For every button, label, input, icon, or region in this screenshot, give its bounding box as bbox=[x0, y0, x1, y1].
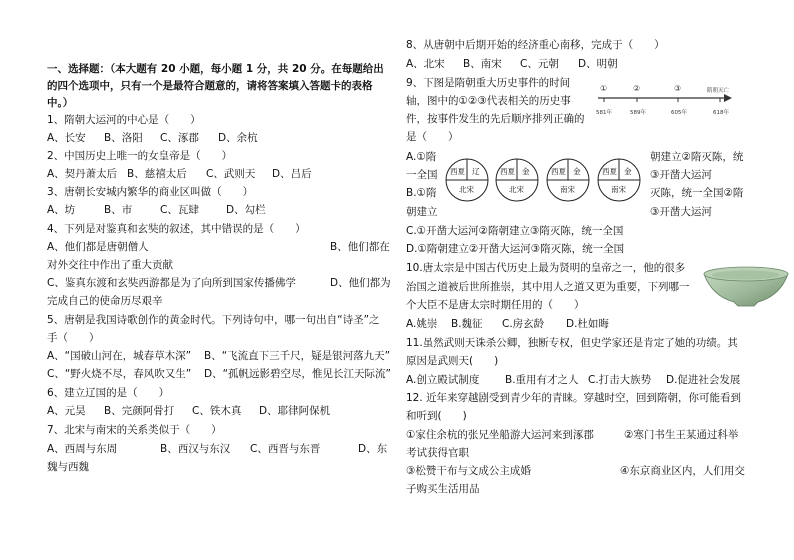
pie-1-top-right: 辽 bbox=[472, 167, 480, 176]
q10-option-c: C.房玄龄 bbox=[502, 318, 545, 330]
pie-4-bottom: 南宋 bbox=[611, 185, 626, 194]
pie-2-top-left: 西夏 bbox=[500, 167, 515, 176]
timeline-year-3: 605年 bbox=[671, 110, 687, 116]
q8-option-d: D、明朝 bbox=[578, 58, 618, 70]
q9-option-d: D.①隋朝建立②开凿大运河③隋灭陈，统一全国 bbox=[406, 243, 625, 255]
q12-item-4: ④东京商业区内，人们用交 bbox=[620, 465, 745, 477]
question-2: 2、中国历史上唯一的女皇帝是（ ） bbox=[47, 150, 233, 162]
q6-option-d: D、耶律阿保机 bbox=[259, 405, 331, 417]
q4-option-b-cont: 对外交往中作出了重大贡献 bbox=[47, 259, 173, 271]
q8-option-c: C、元朝 bbox=[520, 58, 559, 70]
q10-option-b: B.魏征 bbox=[451, 318, 483, 330]
q7-option-a: A、西周与东周 bbox=[47, 443, 118, 455]
q6-option-a: A、元昊 bbox=[47, 405, 86, 417]
question-9-line-1: 9、下图是隋朝重大历史事件的时间 bbox=[406, 77, 571, 89]
q5-option-d: D、“孤帆远影碧空尽，惟见长江天际流” bbox=[204, 368, 391, 380]
question-10-line-2: 治国之道被后世所推崇，其中用人之道又更为重要，下列哪一 bbox=[406, 281, 690, 293]
q9-option-a-part-3: 一全国 bbox=[406, 169, 438, 181]
pie-4-top-right: 金 bbox=[624, 167, 632, 176]
question-1: 1、隋朝大运河的中心是（ ） bbox=[47, 114, 201, 126]
q3-option-b: B、市 bbox=[104, 204, 133, 216]
q11-option-d: D.促进社会发展 bbox=[666, 374, 741, 386]
question-4: 4、下列是对鉴真和玄奘的叙述，其中错误的是（ ） bbox=[47, 223, 306, 235]
q11-option-a: A.创立殿试制度 bbox=[406, 374, 480, 386]
question-11-line-1: 11.虽然武则天诛杀公卿，独断专权，但史学家还是肯定了她的功绩。其 bbox=[406, 337, 738, 349]
q9-option-a-part-1: A.①隋 bbox=[406, 151, 437, 163]
q9-option-c: C.①开凿大运河②隋朝建立③隋灭陈，统一全国 bbox=[406, 225, 624, 237]
question-12-line-1: 12. 近年来穿越剧受到青少年的青睐。穿越时空，回到隋朝，你可能看到 bbox=[406, 392, 742, 404]
q5-option-b: B、“飞流直下三千尺，疑是银河落九天” bbox=[204, 350, 391, 362]
q11-option-c: C.打击大族势 bbox=[588, 374, 652, 386]
q10-option-d: D.杜如晦 bbox=[566, 318, 609, 330]
q3-option-d: D、勾栏 bbox=[226, 204, 266, 216]
q3-option-c: C、瓦肆 bbox=[160, 204, 199, 216]
timeline-year-4: 618年 bbox=[713, 110, 729, 116]
q4-option-d-cont: 完成自己的使命历尽艰辛 bbox=[47, 295, 163, 307]
q4-option-c: C、鉴真东渡和玄奘西游都是为了向所到国家传播佛学 bbox=[47, 277, 296, 289]
pie-1-top-left: 西夏 bbox=[450, 167, 465, 176]
q7-option-d-cont: 魏与西魏 bbox=[47, 461, 89, 473]
q12-item-3: ③松赞干布与文成公主成婚 bbox=[406, 465, 531, 477]
q4-option-b: B、他们都在 bbox=[330, 241, 390, 253]
timeline-end-label: 隋朝灭亡 bbox=[707, 88, 730, 94]
q9-option-b-part-2: 灭陈，统一全国②隋 bbox=[650, 187, 744, 199]
q2-option-b: B、慈禧太后 bbox=[127, 168, 187, 180]
question-12-line-2: 和听到( ) bbox=[406, 410, 467, 422]
q1-option-a: A、长安 bbox=[47, 132, 86, 144]
question-5-line-2: 手（ ） bbox=[47, 332, 100, 344]
q7-option-d: D、东 bbox=[358, 443, 388, 455]
q9-option-b-part-4: ③开凿大运河 bbox=[650, 206, 712, 218]
q9-option-b-part-3: 朝建立 bbox=[406, 206, 438, 218]
q8-option-b: B、南宋 bbox=[463, 58, 502, 70]
q9-option-b-part-1: B.①隋 bbox=[406, 187, 437, 199]
q5-option-c: C、“野火烧不尽，春风吹又生” bbox=[47, 368, 192, 380]
q1-option-b: B、洛阳 bbox=[104, 132, 143, 144]
q12-item-4-cont: 子购买生活用品 bbox=[406, 483, 480, 495]
q11-option-b: B.重用有才之人 bbox=[505, 374, 579, 386]
section-title-line-1: 一、选择题：（本大题有 20 小题，每小题 1 分，共 20 分。在每题给出 bbox=[47, 63, 384, 75]
timeline-year-2: 589年 bbox=[630, 110, 646, 116]
q1-option-c: C、涿郡 bbox=[160, 132, 199, 144]
timeline-year-1: 581年 bbox=[596, 110, 612, 116]
q2-option-c: C、武则天 bbox=[206, 168, 256, 180]
question-3: 3、唐朝长安城内繁华的商业区叫做（ ） bbox=[47, 186, 254, 198]
question-8: 8、从唐朝中后期开始的经济重心南移，完成于（ ） bbox=[406, 39, 665, 51]
q12-item-1: ①家住余杭的张兄坐船游大运河来到涿郡 bbox=[406, 429, 594, 441]
q3-option-a: A、坊 bbox=[47, 204, 76, 216]
question-9-line-3: 件，按事件发生的先后顺序排列正确的 bbox=[406, 113, 585, 125]
sui-timeline bbox=[590, 82, 750, 124]
question-5-line-1: 5、唐朝是我国诗歌创作的黄金时代。下列诗句中，哪一句出自“诗圣”之 bbox=[47, 314, 380, 326]
pie-4-top-left: 西夏 bbox=[602, 167, 617, 176]
q7-option-b: B、西汉与东汉 bbox=[160, 443, 231, 455]
section-title-line-2: 的四个选项中，只有一个是最符合题意的，请将答案填入答题卡的表格 bbox=[47, 80, 373, 92]
pie-3-bottom: 南宋 bbox=[560, 185, 575, 194]
q1-option-d: D、余杭 bbox=[218, 132, 258, 144]
q10-option-a: A.姚崇 bbox=[406, 318, 438, 330]
q6-option-b: B、完颜阿骨打 bbox=[104, 405, 175, 417]
pie-3-top-left: 西夏 bbox=[551, 167, 566, 176]
timeline-mark-2: ② bbox=[633, 84, 641, 93]
q9-option-a-part-4: ③开凿大运河 bbox=[650, 169, 712, 181]
question-10-line-1: 10.唐太宗是中国古代历史上最为贤明的皇帝之一，他的很多 bbox=[406, 262, 686, 274]
pie-2-bottom: 北宋 bbox=[509, 185, 524, 194]
question-9-line-2: 轴，图中的①②③代表相关的历史事 bbox=[406, 95, 571, 107]
porcelain-bowl-image bbox=[700, 262, 792, 310]
question-9-line-4: 是（ ） bbox=[406, 131, 459, 143]
q7-option-c: C、西晋与东晋 bbox=[250, 443, 321, 455]
q6-option-c: C、铁木真 bbox=[192, 405, 242, 417]
section-title-line-3: 中。） bbox=[47, 97, 74, 109]
q9-option-a-part-2: 朝建立②隋灭陈，统 bbox=[650, 151, 744, 163]
q12-item-2-cont: 考试获得官职 bbox=[406, 447, 469, 459]
q2-option-a: A、契丹萧太后 bbox=[47, 168, 118, 180]
q2-option-d: D、吕后 bbox=[272, 168, 312, 180]
question-10-line-3: 个大臣不是唐太宗时期任用的（ ） bbox=[406, 299, 585, 311]
q4-option-a: A、他们都是唐朝僧人 bbox=[47, 241, 149, 253]
territory-diagrams bbox=[444, 156, 644, 204]
timeline-mark-3: ③ bbox=[674, 84, 682, 93]
pie-2-top-right: 金 bbox=[522, 167, 530, 176]
q8-option-a: A、北宋 bbox=[406, 58, 445, 70]
q12-item-2: ②寒门书生王某通过科举 bbox=[624, 429, 739, 441]
question-6: 6、建立辽国的是（ ） bbox=[47, 387, 170, 399]
question-11-line-2: 原因是武则天( ) bbox=[406, 355, 499, 367]
question-7: 7、北宋与南宋的关系类似于（ ） bbox=[47, 424, 222, 436]
timeline-mark-1: ① bbox=[600, 84, 608, 93]
pie-1-bottom: 北宋 bbox=[459, 185, 474, 194]
q5-option-a: A、“国破山河在，城春草木深” bbox=[47, 350, 192, 362]
pie-3-top-right: 金 bbox=[573, 167, 581, 176]
q4-option-d: D、他们都为 bbox=[330, 277, 391, 289]
territory-circles bbox=[444, 156, 644, 204]
